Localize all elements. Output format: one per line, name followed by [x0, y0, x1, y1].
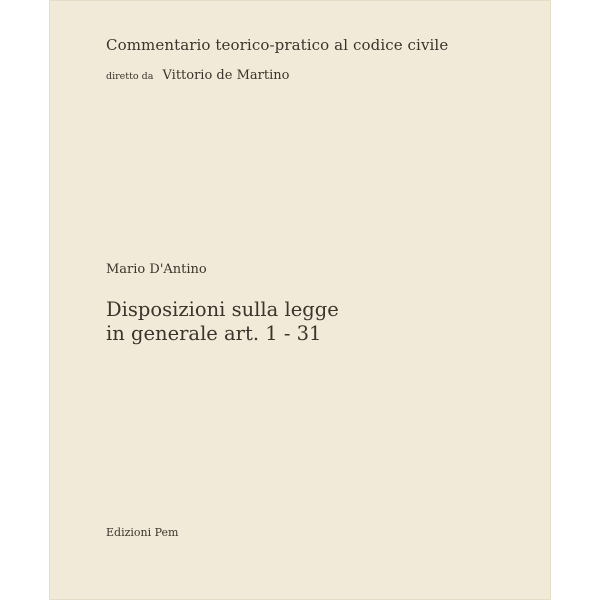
series-editor [106, 64, 289, 83]
title-page [49, 0, 551, 600]
series-editor-lead: diretto da [106, 71, 154, 82]
work-title-line-2: in generale art. 1 - 31 [106, 322, 322, 345]
work-title-line-1: Disposizioni sulla legge [106, 298, 339, 321]
series-editor-name: Vittorio de Martino [162, 68, 290, 83]
author-name: Mario D'Antino [106, 262, 207, 277]
publisher-name: Edizioni Pem [106, 526, 179, 539]
series-title: Commentario teorico-pratico al codice civile [106, 36, 449, 54]
work-title [106, 298, 339, 346]
